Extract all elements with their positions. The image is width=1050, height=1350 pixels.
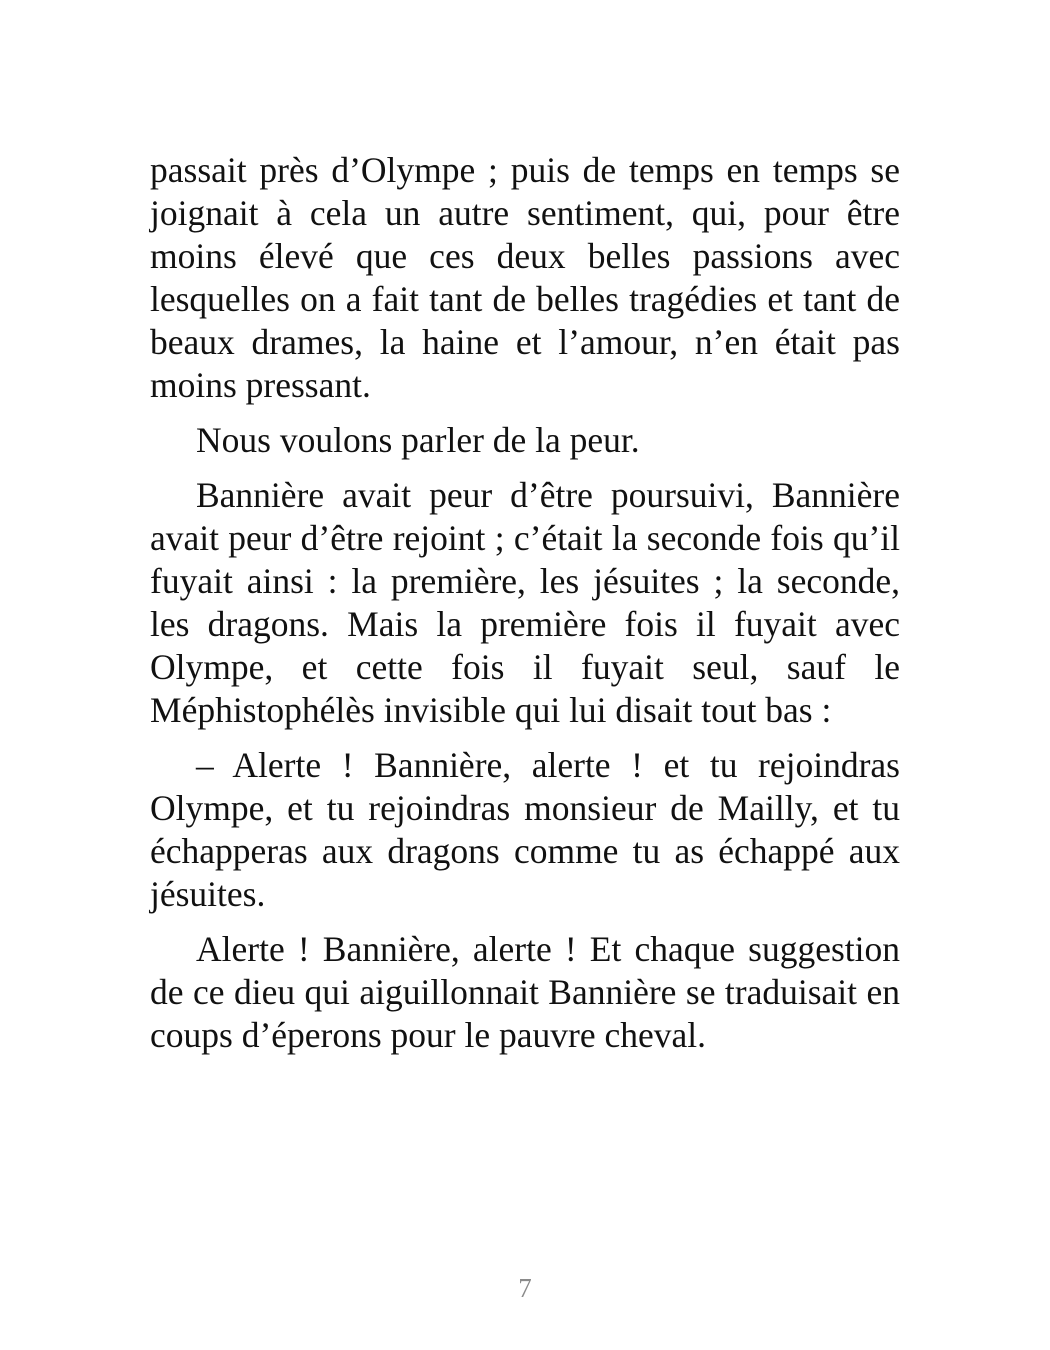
body-text <box>150 149 900 1069</box>
page-number: 7 <box>518 1273 532 1303</box>
paragraph-dialogue: – Alerte ! Bannière, alerte ! et tu rejoindras Olympe, et tu rejoindras monsieur de Mailly, et tu échapperas aux dragons comme tu as échappé aux jésuites. <box>150 745 900 914</box>
paragraph-fear: Nous voulons parler de la peur. <box>196 420 640 460</box>
paragraph-spurs: Alerte ! Bannière, alerte ! Et chaque suggestion de ce dieu qui aiguillonnait Bannière se traduisait en coups d’éperons pour le pauvre cheval. <box>150 929 900 1055</box>
paragraph-flight: Bannière avait peur d’être poursuivi, Bannière avait peur d’être rejoint ; c’était la seconde fois qu’il fuyait ainsi : la première, les jésuites ; la seconde, les dragons. Mais la première fois il fuyait avec Olympe, et cette fois il fuyait seul, sauf le Méphistophélès invisible qui lui disait tout bas : <box>150 475 900 730</box>
paragraph-continuation: passait près d’Olympe ; puis de temps en temps se joignait à cela un autre sentiment, qui, pour être moins élevé que ces deux belles passions avec lesquelles on a fait tant de belles tragédies et tant de beaux drames, la haine et l’amour, n’en était pas moins pressant. <box>150 150 900 405</box>
